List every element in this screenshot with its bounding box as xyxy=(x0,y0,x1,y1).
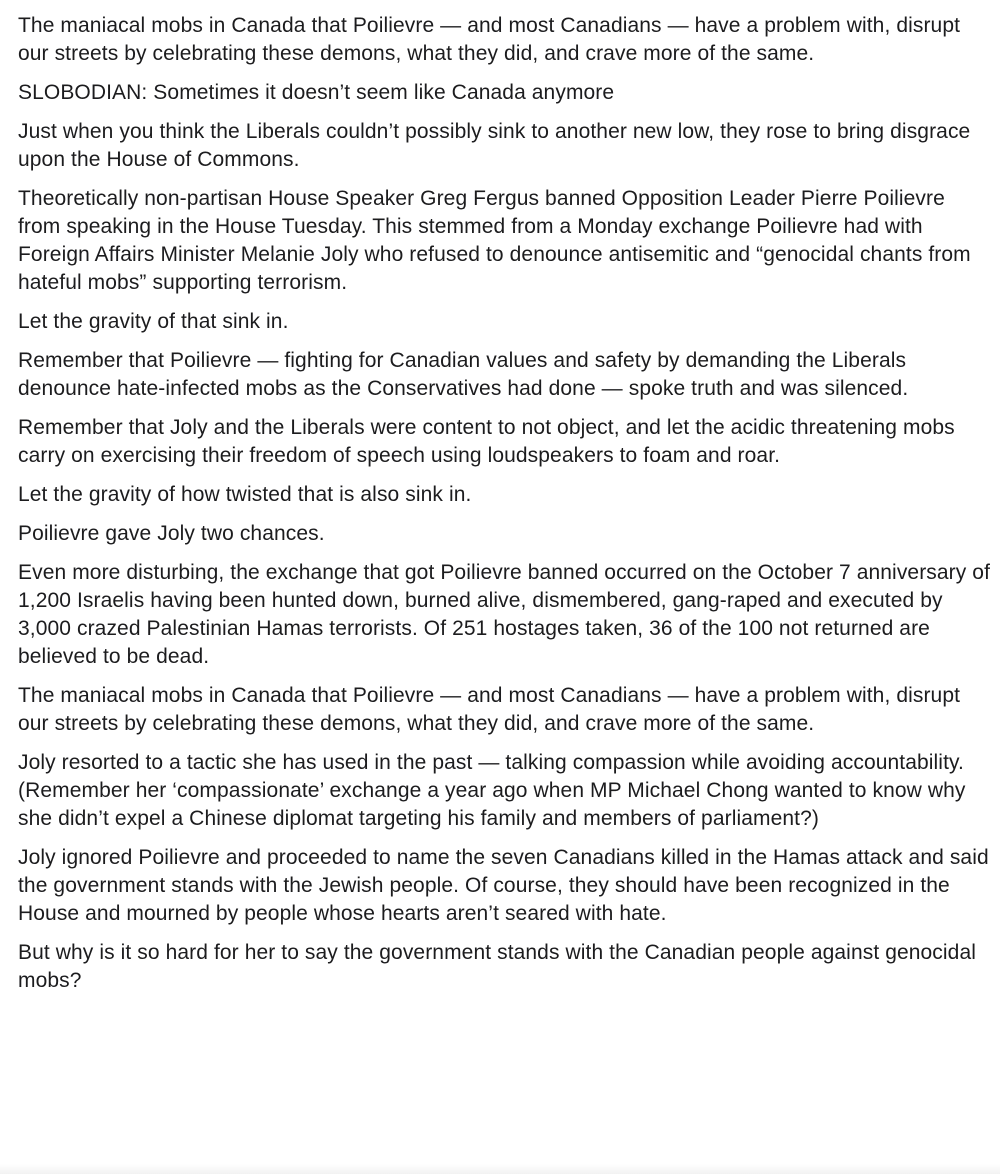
article-paragraph: But why is it so hard for her to say the government stands with the Canadian people against genocidal mobs? xyxy=(18,941,977,992)
article-paragraph: Even more disturbing, the exchange that got Poilievre banned occurred on the October 7 anniversary of 1,200 Israelis having been hunted down, burned alive, dismembered, gang-raped and executed by 3,000 crazed Palestinian Hamas terrorists. Of 251 hostages taken, 36 of the 100 not returned are believed to be dead. xyxy=(18,561,991,668)
article-paragraph: Let the gravity of that sink in. xyxy=(18,310,289,333)
article-paragraph: The maniacal mobs in Canada that Poilievre — and most Canadians — have a problem with, disrupt our streets by celebrating these demons, what they did, and crave more of the same. xyxy=(18,684,961,735)
related-headline: SLOBODIAN: Sometimes it doesn’t seem like Canada anymore xyxy=(18,81,615,104)
article-paragraph: Remember that Joly and the Liberals were content to not object, and let the acidic threatening mobs carry on exercising their freedom of speech using loudspeakers to foam and roar. xyxy=(18,416,955,467)
article-paragraph: Poilievre gave Joly two chances. xyxy=(18,522,325,545)
article-paragraph: Let the gravity of how twisted that is also sink in. xyxy=(18,483,472,506)
article-paragraph: Joly resorted to a tactic she has used in the past — talking compassion while avoiding accountability. (Remember her ‘compassionate’ exchange a year ago when MP Michael Chong wanted to know why she didn’t expel a Chinese diplomat targeting his family and members of parliament?) xyxy=(18,751,966,830)
bottom-edge-shadow xyxy=(0,1164,1000,1174)
article-paragraph: The maniacal mobs in Canada that Poilievre — and most Canadians — have a problem with, disrupt our streets by celebrating these demons, what they did, and crave more of the same. xyxy=(18,14,961,65)
article-body xyxy=(18,12,992,1006)
article-paragraph: Joly ignored Poilievre and proceeded to name the seven Canadians killed in the Hamas attack and said the government stands with the Jewish people. Of course, they should have been recognized in the House and mourned by people whose hearts aren’t seared with hate. xyxy=(18,846,989,925)
article-paragraph: Remember that Poilievre — fighting for Canadian values and safety by demanding the Liberals denounce hate-infected mobs as the Conservatives had done — spoke truth and was silenced. xyxy=(18,349,909,400)
article-paragraph: Theoretically non-partisan House Speaker Greg Fergus banned Opposition Leader Pierre Poilievre from speaking in the House Tuesday. This stemmed from a Monday exchange Poilievre had with Foreign Affairs Minister Melanie Joly who refused to denounce antisemitic and “genocidal chants from hateful mobs” supporting terrorism. xyxy=(18,187,971,294)
article-paragraph: Just when you think the Liberals couldn’t possibly sink to another new low, they rose to bring disgrace upon the House of Commons. xyxy=(18,120,971,171)
